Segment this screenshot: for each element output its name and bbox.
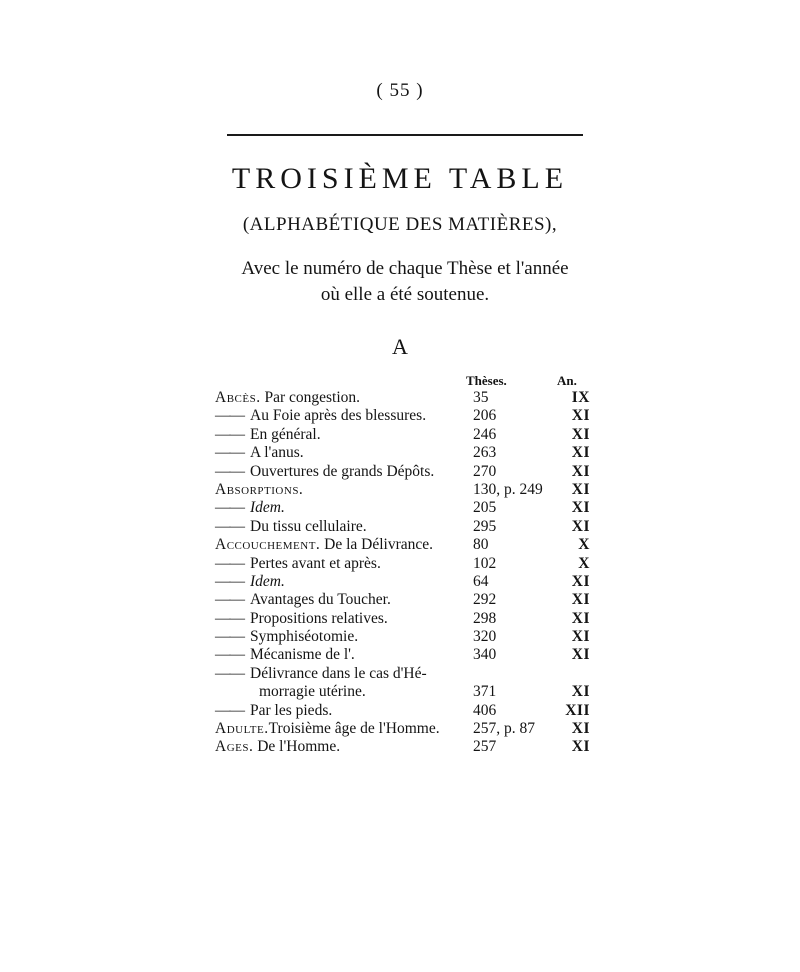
index-entry: [215, 683, 590, 701]
entry-label: [215, 646, 355, 664]
entry-text: Au Foie après des blessures.: [250, 407, 427, 425]
page-number: ( 55 ): [376, 80, 424, 101]
entry-annee: XII: [565, 701, 590, 719]
entry-text: Par les pieds.: [250, 701, 333, 719]
index-entry: [215, 720, 590, 738]
index-entry: [215, 518, 590, 536]
entry-annee: XI: [571, 683, 590, 701]
entry-label: [215, 518, 367, 536]
entry-these: 340: [473, 646, 497, 664]
entry-label: [215, 683, 366, 701]
entry-heading: Abcès.: [215, 389, 261, 406]
entry-dash: ——: [215, 554, 244, 572]
entry-heading: Adulte.: [215, 720, 269, 738]
entry-annee: XI: [571, 628, 590, 646]
entry-these: 371: [473, 683, 497, 701]
entry-dash: ——: [215, 462, 244, 480]
index-entry: [215, 444, 590, 462]
entry-label: [215, 389, 360, 407]
entry-annee: IX: [571, 389, 590, 406]
entry-these: 406: [473, 701, 497, 719]
entry-dash: ——: [215, 628, 244, 646]
entry-text: Délivrance dans le cas d'Hé-: [250, 664, 427, 682]
entry-these: 80: [473, 536, 489, 554]
entry-these: 270: [473, 462, 497, 480]
index-entries: [215, 389, 590, 757]
entry-label: [215, 665, 427, 683]
entry-these: 257: [473, 738, 497, 756]
index-entry: [215, 536, 590, 554]
entry-label: [215, 628, 358, 646]
entry-text: Pertes avant et après.: [250, 554, 381, 572]
entry-annee: XI: [571, 517, 590, 535]
entry-heading: Absorptions.: [215, 480, 304, 498]
entry-annee: XI: [571, 738, 590, 756]
index-entry: [215, 555, 590, 573]
entry-label: [215, 444, 304, 462]
entry-annee: XI: [571, 572, 590, 590]
table-title: TROISIÈME TABLE: [231, 162, 569, 195]
entry-these: 35: [473, 389, 489, 406]
index-entry: [215, 499, 590, 517]
column-header-annee: An.: [557, 373, 577, 388]
entry-dash: ——: [215, 499, 244, 517]
index-entry: [215, 407, 590, 425]
column-header-theses: Thèses.: [466, 373, 507, 388]
table-note: [220, 256, 590, 308]
entry-dash: ——: [215, 517, 244, 535]
entry-label: [215, 407, 426, 425]
entry-label: [215, 536, 433, 554]
index-entry: [215, 573, 590, 591]
index-entry: [215, 610, 590, 628]
entry-dash: ——: [215, 425, 244, 443]
note-line-1: Avec le numéro de chaque Thèse et l'année: [241, 258, 569, 279]
index-entry: [215, 702, 590, 720]
note-line-2: où elle a été soutenue.: [320, 284, 490, 305]
entry-text: morragie utérine.: [259, 683, 366, 701]
entry-label: [215, 738, 340, 756]
entry-text: Symphiséotomie.: [250, 628, 359, 646]
entry-text: Idem.: [250, 499, 285, 517]
index-entry: [215, 426, 590, 444]
entry-these: 320: [473, 628, 497, 646]
entry-label: [215, 481, 303, 499]
index-entry: [215, 389, 590, 407]
entry-these: 263: [473, 444, 497, 462]
entry-these: 295: [473, 517, 497, 535]
entry-these: 292: [473, 591, 497, 609]
entry-label: [215, 555, 381, 573]
entry-text: Idem.: [250, 572, 285, 590]
entry-text: Mécanisme de l'.: [250, 646, 355, 664]
entry-annee: XI: [571, 480, 590, 498]
entry-text: En général.: [250, 425, 321, 443]
entry-annee: XI: [571, 591, 590, 609]
entry-label: [215, 720, 440, 738]
section-letter: A: [392, 334, 408, 359]
entry-these: 298: [473, 609, 497, 627]
entry-these: 206: [473, 407, 497, 425]
entry-text: A l'anus.: [250, 444, 304, 462]
entry-annee: XI: [571, 407, 590, 425]
entry-dash: ——: [215, 407, 244, 425]
entry-these: 257, p. 87: [473, 720, 535, 738]
entry-text: Avantages du Toucher.: [250, 591, 391, 609]
entry-heading: Ages.: [215, 738, 254, 756]
entry-these: 246: [473, 425, 497, 443]
entry-annee: XI: [571, 720, 590, 738]
entry-annee: XI: [571, 499, 590, 517]
header-rule: [227, 134, 583, 136]
entry-annee: XI: [571, 425, 590, 443]
entry-these: 64: [473, 572, 489, 590]
entry-annee: XI: [571, 646, 590, 664]
entry-dash: ——: [215, 701, 244, 719]
entry-heading: Accouchement.: [215, 536, 321, 554]
index-entry: [215, 481, 590, 499]
index-entry: [215, 646, 590, 664]
entry-text: De l'Homme.: [253, 738, 341, 756]
entry-text: De la Délivrance.: [320, 536, 434, 554]
index-entry: [215, 738, 590, 756]
index-entry: [215, 591, 590, 609]
entry-text: Ouvertures de grands Dépôts.: [250, 462, 435, 480]
entry-dash: ——: [215, 646, 244, 664]
entry-text: Du tissu cellulaire.: [250, 517, 367, 535]
entry-dash: ——: [215, 591, 244, 609]
entry-annee: XI: [571, 444, 590, 462]
entry-label: [215, 591, 391, 609]
entry-annee: X: [578, 554, 590, 572]
entry-dash: ——: [215, 664, 244, 682]
entry-these: 102: [473, 554, 497, 572]
entry-text: Troisième âge de l'Homme.: [268, 720, 440, 738]
entry-annee: XI: [571, 462, 590, 480]
entry-annee: X: [578, 536, 590, 554]
entry-label: [215, 499, 285, 517]
entry-label: [215, 463, 434, 481]
table-subtitle: (ALPHABÉTIQUE DES MATIÈRES),: [242, 214, 558, 235]
entry-label: [215, 702, 332, 720]
entry-label: [215, 610, 388, 628]
index-entry: [215, 628, 590, 646]
entry-label: [215, 573, 285, 591]
entry-text: Propositions relatives.: [250, 609, 388, 627]
entry-these: 205: [473, 499, 497, 517]
entry-dash: ——: [215, 444, 244, 462]
entry-dash: ——: [215, 572, 244, 590]
entry-label: [215, 426, 321, 444]
index-entry: [215, 665, 590, 683]
entry-text: Par congestion.: [260, 389, 361, 406]
entry-annee: XI: [571, 609, 590, 627]
index-entry: [215, 463, 590, 481]
entry-these: 130, p. 249: [473, 480, 543, 498]
entry-dash: ——: [215, 609, 244, 627]
